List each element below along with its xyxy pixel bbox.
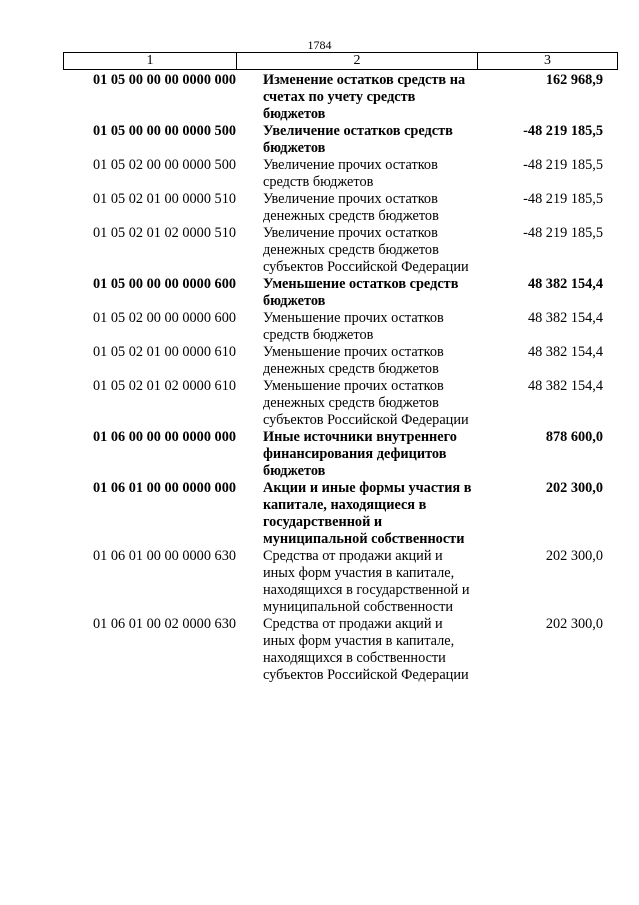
table-row <box>63 157 617 191</box>
column-header-2: 2 <box>237 53 478 70</box>
row-amount: 162 968,9 <box>545 72 603 88</box>
row-amount: -48 219 185,5 <box>523 157 603 173</box>
row-code: 01 05 02 00 00 0000 500 <box>93 157 236 173</box>
row-code: 01 05 02 01 02 0000 510 <box>93 225 236 241</box>
budget-source-rows <box>63 72 617 684</box>
table-row <box>63 429 617 480</box>
row-amount: -48 219 185,5 <box>523 123 603 139</box>
row-code: 01 05 00 00 00 0000 500 <box>93 123 236 139</box>
column-header-table <box>63 52 618 70</box>
table-row <box>63 616 617 684</box>
row-code: 01 05 02 01 00 0000 510 <box>93 191 236 207</box>
row-name: Изменение остатков средств на счетах по учету средств бюджетов <box>263 72 466 122</box>
row-name: Иные источники внутреннего финансирования дефицитов бюджетов <box>263 429 457 479</box>
row-code: 01 06 01 00 00 0000 000 <box>93 480 236 496</box>
row-amount: 48 382 154,4 <box>527 310 603 326</box>
row-amount: 878 600,0 <box>545 429 603 445</box>
row-code: 01 05 00 00 00 0000 600 <box>93 276 236 292</box>
column-header-3: 3 <box>478 53 618 70</box>
row-name: Уменьшение прочих остатков денежных средств бюджетов <box>263 344 444 377</box>
row-amount: 202 300,0 <box>545 548 603 564</box>
page-number: 1784 <box>307 38 332 52</box>
row-code: 01 05 02 01 02 0000 610 <box>93 378 236 394</box>
row-name: Уменьшение остатков средств бюджетов <box>263 276 459 309</box>
row-name: Увеличение прочих остатков денежных средств бюджетов субъектов Российской Федерации <box>263 225 469 275</box>
column-header-row <box>64 53 618 70</box>
table-row <box>63 548 617 616</box>
table-row <box>63 310 617 344</box>
row-code: 01 05 02 00 00 0000 600 <box>93 310 236 326</box>
row-name: Увеличение остатков средств бюджетов <box>263 123 453 156</box>
table-row <box>63 344 617 378</box>
row-amount: 202 300,0 <box>545 480 603 496</box>
row-code: 01 06 00 00 00 0000 000 <box>93 429 236 445</box>
row-name: Акции и иные формы участия в капитале, находящиеся в государственной и муниципальной собственности <box>263 480 472 547</box>
table-row <box>63 225 617 276</box>
row-amount: 48 382 154,4 <box>527 344 603 360</box>
table-row <box>63 72 617 123</box>
row-name: Уменьшение прочих остатков средств бюджетов <box>263 310 444 343</box>
row-name: Средства от продажи акций и иных форм участия в капитале, находящихся в государственной и муниципальной собственности <box>263 548 470 615</box>
row-code: 01 06 01 00 00 0000 630 <box>93 548 236 564</box>
table-row <box>63 378 617 429</box>
row-amount: 48 382 154,4 <box>527 276 603 292</box>
row-name: Увеличение прочих остатков денежных средств бюджетов <box>263 191 439 224</box>
table-row <box>63 123 617 157</box>
row-name: Уменьшение прочих остатков денежных средств бюджетов субъектов Российской Федерации <box>263 378 469 428</box>
table-row <box>63 480 617 548</box>
row-amount: -48 219 185,5 <box>523 191 603 207</box>
row-name: Средства от продажи акций и иных форм участия в капитале, находящихся в собственности субъектов Российской Федерации <box>263 616 469 683</box>
row-code: 01 06 01 00 02 0000 630 <box>93 616 236 632</box>
row-name: Увеличение прочих остатков средств бюджетов <box>263 157 438 190</box>
row-amount: 48 382 154,4 <box>527 378 603 394</box>
row-amount: -48 219 185,5 <box>523 225 603 241</box>
row-code: 01 05 02 01 00 0000 610 <box>93 344 236 360</box>
row-code: 01 05 00 00 00 0000 000 <box>93 72 236 88</box>
column-header-1: 1 <box>64 53 237 70</box>
table-row <box>63 276 617 310</box>
row-amount: 202 300,0 <box>545 616 603 632</box>
table-row <box>63 191 617 225</box>
